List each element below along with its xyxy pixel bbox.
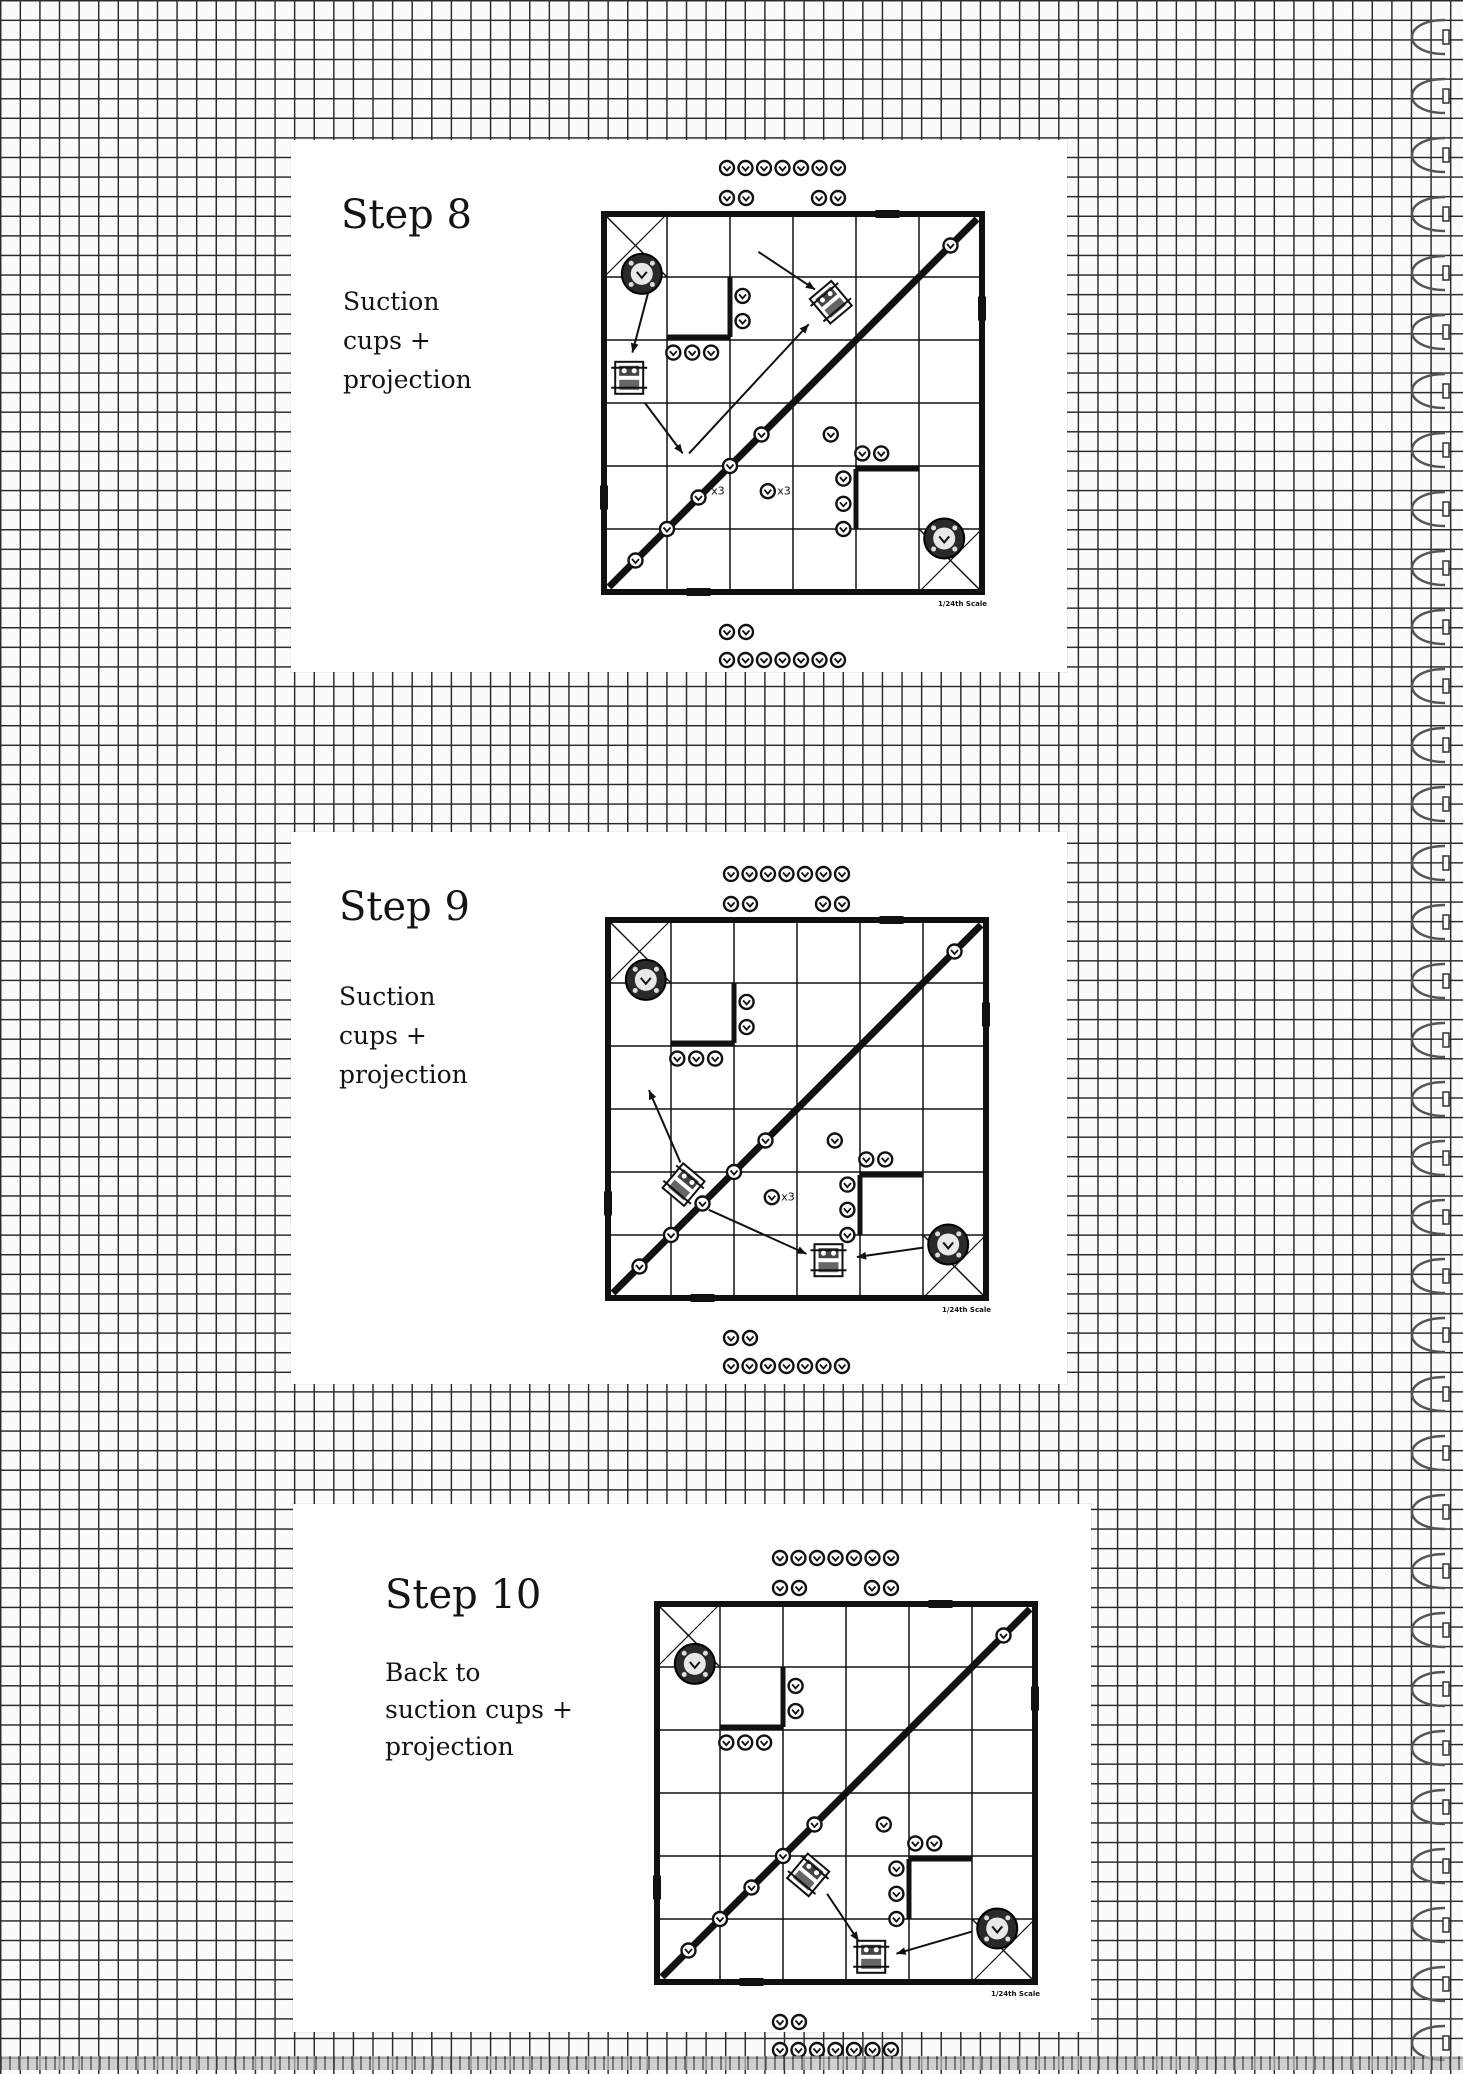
- binding-ring: [1412, 1849, 1445, 1883]
- tick-token-icon: [692, 491, 706, 505]
- tick-token-icon: [761, 867, 775, 881]
- robot-miniature-icon: [611, 362, 647, 394]
- binding-ring: [1412, 492, 1445, 526]
- tick-token-icon: [816, 897, 830, 911]
- tick-token-icon: [689, 1052, 703, 1066]
- tick-token-icon: [794, 161, 808, 175]
- tick-token-icon: [831, 191, 845, 205]
- tick-token-icon: [776, 653, 790, 667]
- objective-marker-icon: [977, 1908, 1017, 1948]
- tick-token-icon: [889, 1912, 903, 1926]
- binding-ring: [1412, 20, 1445, 54]
- tick-token-icon: [836, 522, 850, 536]
- tick-token-icon: [780, 867, 794, 881]
- binding-ring: [1412, 669, 1445, 703]
- page-bottom-edge: [0, 2056, 1463, 2070]
- binding-ring: [1412, 551, 1445, 585]
- binding-hole: [1443, 148, 1449, 162]
- binding-hole: [1443, 679, 1449, 693]
- tick-token-icon: [810, 1551, 824, 1565]
- tick-token-icon: [840, 1228, 854, 1242]
- token-multiplier: x3: [777, 484, 791, 498]
- tick-token-icon: [878, 1152, 892, 1166]
- tick-token-icon: [757, 653, 771, 667]
- tick-token-icon: [704, 346, 718, 360]
- objective-marker-icon: [622, 254, 662, 294]
- step-title: Step 9: [339, 884, 470, 930]
- step-description-line: cups +: [339, 1021, 427, 1050]
- step-9-card: [291, 832, 1067, 1384]
- tick-token-icon: [759, 1134, 773, 1148]
- binding-hole: [1443, 1092, 1449, 1106]
- binding-ring: [1412, 256, 1445, 290]
- tick-token-icon: [660, 522, 674, 536]
- tick-token-icon: [723, 459, 737, 473]
- tick-token-icon: [859, 1152, 873, 1166]
- tick-token-icon: [773, 1581, 787, 1595]
- board-map: [637, 1544, 1057, 2054]
- binding-ring: [1412, 315, 1445, 349]
- tick-token-icon: [740, 1020, 754, 1034]
- objective-marker-icon: [626, 960, 666, 1000]
- board-layout: [604, 916, 990, 1302]
- binding-hole: [1443, 915, 1449, 929]
- binding-ring: [1412, 1082, 1445, 1116]
- tick-token-icon: [866, 2043, 880, 2057]
- step-description-line: suction cups +: [385, 1695, 573, 1724]
- binding-hole: [1443, 1328, 1449, 1342]
- board-layout: [600, 210, 986, 596]
- binding-hole: [1443, 207, 1449, 221]
- tick-token-icon: [736, 314, 750, 328]
- binding-ring: [1412, 728, 1445, 762]
- tick-token-icon: [792, 2043, 806, 2057]
- binding-ring: [1412, 433, 1445, 467]
- board-layout: [653, 1600, 1039, 1986]
- scale-label: 1/24th Scale: [942, 1306, 991, 1314]
- binding-hole: [1443, 89, 1449, 103]
- binding-rings: [1393, 0, 1463, 2070]
- binding-hole: [1443, 1741, 1449, 1755]
- binding-hole: [1443, 443, 1449, 457]
- tick-token-icon: [855, 446, 869, 460]
- tick-token-icon: [798, 867, 812, 881]
- tick-token-icon: [739, 161, 753, 175]
- step-description-line: cups +: [343, 326, 431, 355]
- tick-token-icon: [713, 1912, 727, 1926]
- tick-token-icon: [817, 867, 831, 881]
- tick-token-icon: [739, 653, 753, 667]
- tick-token-icon: [739, 625, 753, 639]
- tick-token-icon: [798, 1359, 812, 1373]
- tick-token-icon: [720, 625, 734, 639]
- tick-token-icon: [884, 2043, 898, 2057]
- binding-ring: [1412, 1318, 1445, 1352]
- binding-hole: [1443, 1033, 1449, 1047]
- tick-token-icon: [757, 161, 771, 175]
- binding-hole: [1443, 561, 1449, 575]
- tick-token-icon: [847, 2043, 861, 2057]
- tick-token-icon: [755, 428, 769, 442]
- binding-ring: [1412, 846, 1445, 880]
- tick-token-icon: [773, 2043, 787, 2057]
- tick-token-icon: [739, 191, 753, 205]
- binding-ring: [1412, 197, 1445, 231]
- binding-ring: [1412, 2026, 1445, 2060]
- tick-token-icon: [884, 1581, 898, 1595]
- tick-token-icon: [889, 1887, 903, 1901]
- tick-token-icon: [736, 289, 750, 303]
- binding-ring: [1412, 610, 1445, 644]
- tick-token-icon: [776, 161, 790, 175]
- tick-token-icon: [757, 1736, 771, 1750]
- tick-token-icon: [720, 653, 734, 667]
- step-description-line: Suction: [343, 287, 440, 316]
- board-map: [588, 860, 1008, 1370]
- binding-hole: [1443, 1564, 1449, 1578]
- robot-miniature-icon: [811, 1244, 847, 1276]
- step-description-line: Suction: [339, 982, 436, 1011]
- tick-token-icon: [813, 653, 827, 667]
- binding-hole: [1443, 738, 1449, 752]
- tick-token-icon: [836, 472, 850, 486]
- binding-ring: [1412, 964, 1445, 998]
- tick-token-icon: [835, 867, 849, 881]
- binding-hole: [1443, 1682, 1449, 1696]
- tick-token-icon: [738, 1736, 752, 1750]
- tick-token-icon: [944, 239, 958, 253]
- tick-token-icon: [670, 1052, 684, 1066]
- step-title: Step 10: [385, 1572, 542, 1618]
- tick-token-icon: [773, 2015, 787, 2029]
- binding-ring: [1412, 1613, 1445, 1647]
- binding-ring: [1412, 374, 1445, 408]
- tick-token-icon: [789, 1704, 803, 1718]
- binding-hole: [1443, 266, 1449, 280]
- token-multiplier: x3: [711, 484, 725, 498]
- step-description-line: Back to: [385, 1658, 481, 1687]
- binding-ring: [1412, 79, 1445, 113]
- tick-token-icon: [720, 161, 734, 175]
- tick-token-icon: [761, 1359, 775, 1373]
- tick-token-icon: [685, 346, 699, 360]
- tick-token-icon: [743, 897, 757, 911]
- tick-token-icon: [708, 1052, 722, 1066]
- scale-label: 1/24th Scale: [991, 1990, 1040, 1998]
- tick-token-icon: [810, 2043, 824, 2057]
- tick-token-icon: [740, 995, 754, 1009]
- tick-token-icon: [847, 1551, 861, 1565]
- tick-token-icon: [682, 1944, 696, 1958]
- tick-token-icon: [792, 1581, 806, 1595]
- binding-hole: [1443, 30, 1449, 44]
- binding-hole: [1443, 502, 1449, 516]
- tick-token-icon: [829, 1551, 843, 1565]
- binding-hole: [1443, 1387, 1449, 1401]
- tick-token-icon: [727, 1165, 741, 1179]
- objective-marker-icon: [675, 1644, 715, 1684]
- binding-hole: [1443, 1151, 1449, 1165]
- tick-token-icon: [836, 497, 850, 511]
- tick-token-icon: [828, 1134, 842, 1148]
- binding-hole: [1443, 2036, 1449, 2050]
- board-map: [584, 154, 1004, 664]
- tick-token-icon: [696, 1197, 710, 1211]
- tick-token-icon: [789, 1679, 803, 1693]
- tick-token-icon: [724, 897, 738, 911]
- binding-hole: [1443, 1210, 1449, 1224]
- scale-label: 1/24th Scale: [938, 600, 987, 608]
- tick-token-icon: [908, 1836, 922, 1850]
- step-description-line: projection: [343, 365, 472, 394]
- robot-miniature-icon: [853, 1941, 889, 1973]
- tick-token-icon: [874, 446, 888, 460]
- tick-token-icon: [765, 1190, 779, 1204]
- tick-token-icon: [840, 1178, 854, 1192]
- tick-token-icon: [792, 2015, 806, 2029]
- binding-hole: [1443, 1269, 1449, 1283]
- tick-token-icon: [948, 945, 962, 959]
- tick-token-icon: [724, 867, 738, 881]
- tick-token-icon: [997, 1629, 1011, 1643]
- tick-token-icon: [817, 1359, 831, 1373]
- tick-token-icon: [666, 346, 680, 360]
- binding-ring: [1412, 787, 1445, 821]
- step-title: Step 8: [341, 192, 472, 238]
- tick-token-icon: [831, 653, 845, 667]
- binding-hole: [1443, 1505, 1449, 1519]
- spiral-binding: [1393, 0, 1463, 2070]
- step-description: [343, 282, 472, 399]
- binding-ring: [1412, 1908, 1445, 1942]
- tick-token-icon: [629, 554, 643, 568]
- binding-hole: [1443, 620, 1449, 634]
- tick-token-icon: [792, 1551, 806, 1565]
- binding-hole: [1443, 974, 1449, 988]
- tick-token-icon: [761, 484, 775, 498]
- binding-hole: [1443, 1623, 1449, 1637]
- step-description-line: projection: [385, 1732, 514, 1761]
- tick-token-icon: [812, 191, 826, 205]
- tick-token-icon: [889, 1862, 903, 1876]
- binding-ring: [1412, 1377, 1445, 1411]
- tick-token-icon: [724, 1359, 738, 1373]
- step-description-line: projection: [339, 1060, 468, 1089]
- tick-token-icon: [824, 428, 838, 442]
- tick-token-icon: [831, 161, 845, 175]
- tick-token-icon: [780, 1359, 794, 1373]
- binding-ring: [1412, 1967, 1445, 2001]
- tick-token-icon: [884, 1551, 898, 1565]
- tick-token-icon: [840, 1203, 854, 1217]
- tick-token-icon: [724, 1331, 738, 1345]
- binding-ring: [1412, 1731, 1445, 1765]
- binding-ring: [1412, 1554, 1445, 1588]
- binding-ring: [1412, 905, 1445, 939]
- tick-token-icon: [829, 2043, 843, 2057]
- tick-token-icon: [865, 1581, 879, 1595]
- tick-token-icon: [743, 1359, 757, 1373]
- tick-token-icon: [866, 1551, 880, 1565]
- step-description: [339, 977, 468, 1094]
- tick-token-icon: [835, 897, 849, 911]
- binding-ring: [1412, 1436, 1445, 1470]
- binding-hole: [1443, 1446, 1449, 1460]
- objective-marker-icon: [924, 518, 964, 558]
- tick-token-icon: [773, 1551, 787, 1565]
- tick-token-icon: [720, 191, 734, 205]
- binding-hole: [1443, 1859, 1449, 1873]
- binding-ring: [1412, 1790, 1445, 1824]
- binding-ring: [1412, 1141, 1445, 1175]
- tick-token-icon: [927, 1836, 941, 1850]
- tick-token-icon: [813, 161, 827, 175]
- tick-token-icon: [794, 653, 808, 667]
- binding-hole: [1443, 856, 1449, 870]
- objective-marker-icon: [928, 1224, 968, 1264]
- binding-ring: [1412, 1259, 1445, 1293]
- tick-token-icon: [664, 1228, 678, 1242]
- step-description: [385, 1654, 573, 1765]
- tick-token-icon: [745, 1881, 759, 1895]
- token-multiplier: x3: [781, 1190, 795, 1204]
- tick-token-icon: [719, 1736, 733, 1750]
- tick-token-icon: [743, 1331, 757, 1345]
- binding-hole: [1443, 1800, 1449, 1814]
- binding-ring: [1412, 1023, 1445, 1057]
- binding-ring: [1412, 1672, 1445, 1706]
- binding-hole: [1443, 325, 1449, 339]
- step-10-card: [293, 1504, 1091, 2032]
- binding-hole: [1443, 1918, 1449, 1932]
- tick-token-icon: [776, 1849, 790, 1863]
- tick-token-icon: [743, 867, 757, 881]
- binding-ring: [1412, 138, 1445, 172]
- binding-hole: [1443, 797, 1449, 811]
- tick-token-icon: [633, 1260, 647, 1274]
- binding-hole: [1443, 1977, 1449, 1991]
- tick-token-icon: [835, 1359, 849, 1373]
- binding-hole: [1443, 384, 1449, 398]
- tick-token-icon: [808, 1818, 822, 1832]
- binding-ring: [1412, 1200, 1445, 1234]
- tick-token-icon: [877, 1818, 891, 1832]
- binding-ring: [1412, 1495, 1445, 1529]
- step-8-card: [291, 140, 1067, 672]
